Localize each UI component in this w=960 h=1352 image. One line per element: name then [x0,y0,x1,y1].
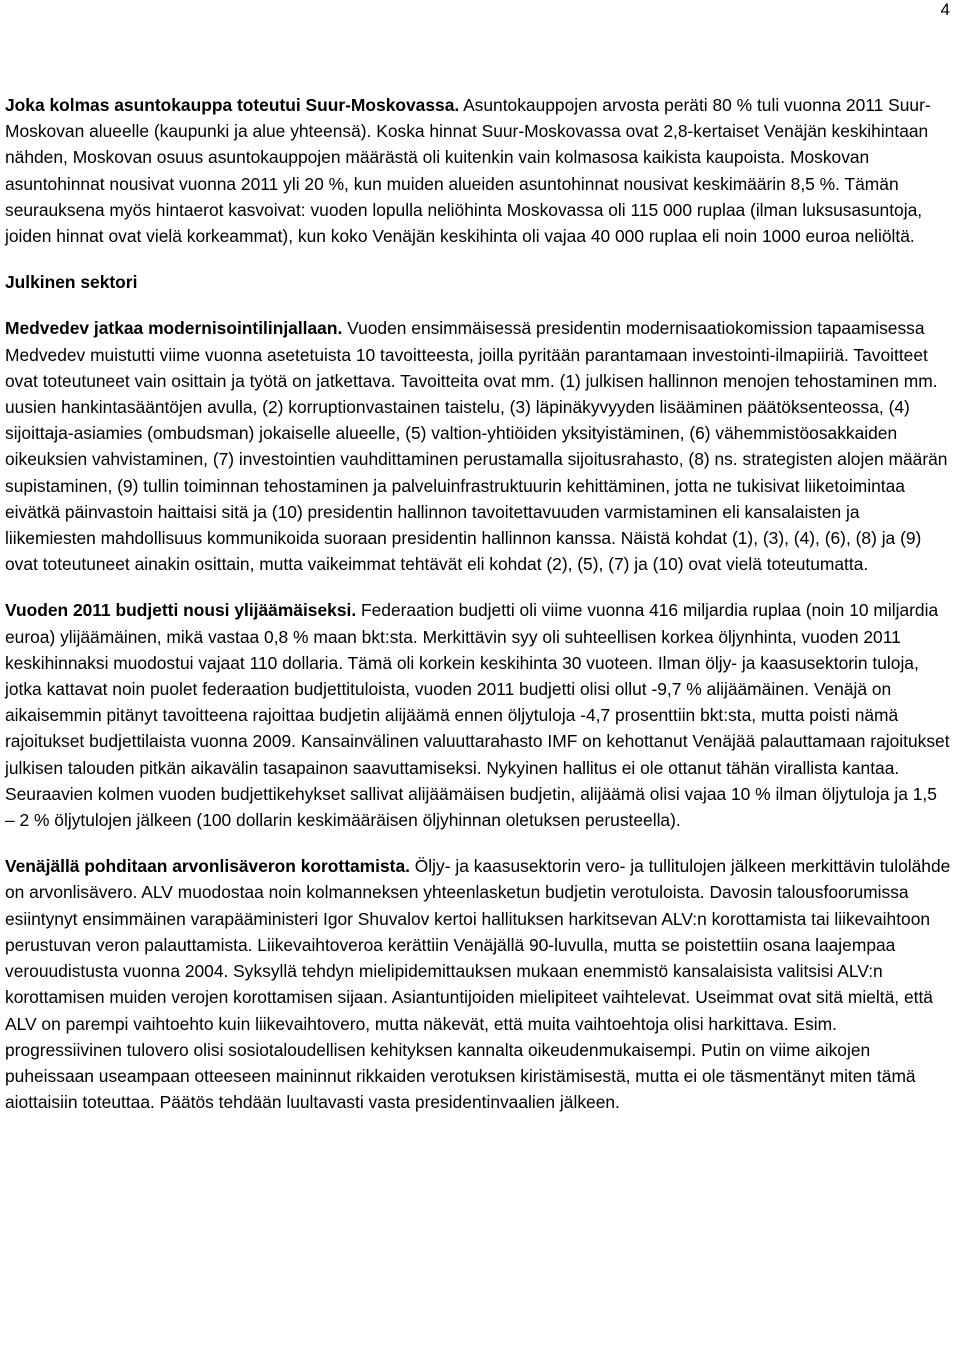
page-number: 4 [940,0,950,19]
section-heading: Julkinen sektori [5,272,138,293]
paragraph-text: Federaation budjetti oli viime vuonna 416 miljardia ruplaa (noin 10 miljardia euroa) ylijäämäinen, mikä vastaa 0,8 % maan bkt:sta. Merkittävin syy oli suhteellisen korkea öljynhinta, vuoden 2011 keskihinnaksi muodostui vajaat 110 dollaria. Tämä oli korkein keskihinta 30 vuoteen. Ilman öljy- ja kaasusektorin tuloja, jotka kattavat noin puolet federaation budjettituloista, vuoden 2011 budjetti olisi ollut -9,7 % alijäämäinen. Venäjä on aikaisemmin pitänyt tavoitteena rajoittaa budjetin alijäämä ennen öljytuloja -4,7 prosenttiin bkt:sta, mutta poisti nämä rajoitukset budjettilaista vuonna 2009. Kansainvälinen valuuttarahasto IMF on kehottanut Venäjää palauttamaan rajoitukset julkisen talouden pitkän aikavälin tasapainon saavuttamiseksi. Nykyinen hallitus ei ole ottanut tähän virallista kantaa. Seuraavien kolmen vuoden budjettikehykset sallivat alijäämäisen budjetin, alijäämä olisi vajaa 10 % ilman öljytuloja ja 1,5 – 2 % öljytulojen jälkeen (100 dollarin keskimääräisen öljyhinnan oletuksen perusteella). [5,600,950,831]
paragraph-housing [5,92,951,249]
document-body [5,92,951,1135]
paragraph-lead: Vuoden 2011 budjetti nousi ylijäämäiseksi. [5,600,357,621]
paragraph-lead: Medvedev jatkaa modernisointilinjallaan. [5,318,343,339]
paragraph-text: Vuoden ensimmäisessä presidentin modernisaatiokomission tapaamisessa Medvedev muistutti viime vuonna asetetuista 10 tavoitteesta, joilla pyritään parantamaan investointi-ilmapiiriä. Tavoitteet ovat toteutuneet vain osittain ja työtä on jatkettava. Tavoitteita ovat mm. (1) julkisen hallinnon menojen tehostaminen mm. uusien hankintasääntöjen avulla, (2) korruptionvastainen taistelu, (3) läpinäkyvyyden lisääminen päätöksenteossa, (4) sijoittaja-asiamies (ombudsman) jokaiselle alueelle, (5) valtion-yhtiöiden yksityistäminen, (6) vähemmistöosakkaiden oikeuksien vahvistaminen, (7) investointien vauhdittaminen perustamalla sijoitusrahasto, (8) ns. strategisten alojen määrän supistaminen, (9) tullin toiminnan tehostaminen ja palveluinfrastruktuurin kehittäminen, jotta ne tukisivat liiketoimintaa eivätkä päinvastoin haittaisi sitä ja (10) presidentin hallinnon tavoitettavuuden varmistaminen eli kansalaisten ja liikemiesten mahdollisuus kommunikoida suoraan presidentin hallinnon kanssa. Näistä kohdat (1), (3), (4), (6), (8) ja (9) ovat toteutuneet ainakin osittain, mutta vaikeimmat tehtävät eli kohdat (2), (5), (7) ja (10) ovat vielä toteutumatta. [5,318,948,575]
paragraph-modernization [5,315,951,577]
paragraph-budget [5,597,951,833]
paragraph-lead: Joka kolmas asuntokauppa toteutui Suur-Moskovassa. [5,95,460,115]
paragraph-lead: Venäjällä pohditaan arvonlisäveron korottamista. [5,856,410,877]
paragraph-vat [5,853,951,1115]
paragraph-text: Öljy- ja kaasusektorin vero- ja tullitulojen jälkeen merkittävin tulolähde on arvonlisävero. ALV muodostaa noin kolmanneksen yhteenlasketun budjetin verotuloista. Davosin talousfoorumissa esiintynyt ensimmäinen varapääministeri Igor Shuvalov kertoi hallituksen harkitsevan ALV:n korottamista tai liikevaihtoon perustuvan veron palauttamista. Liikevaihtoveroa kerättiin Venäjällä 90-luvulla, mutta se poistettiin osana laajempaa verouudistusta vuonna 2004. Syksyllä tehdyn mielipidemittauksen mukaan enemmistö kansalaisista valitsisi ALV:n korottamisen muiden verojen korottamisen sijaan. Asiantuntijoiden mielipiteet vaihtelevat. Useimmat ovat sitä mieltä, että ALV on parempi vaihtoehto kuin liikevaihtovero, mutta näkevät, että muita vaihtoehtoja olisi harkittava. Esim. progressiivinen tulovero olisi sosiotaloudellisen kehityksen kannalta oikeudenmukaisempi. Putin on viime aikojen puheissaan useampaan otteeseen maininnut rikkaiden verotuksen kiristämisestä, mutta ei ole täsmentänyt miten tämä aiottaisiin toteuttaa. Päätös tehdään luultavasti vasta presidentinvaalien jälkeen. [5,856,951,1113]
paragraph-text: Asuntokauppojen arvosta peräti 80 % tuli vuonna 2011 Suur-Moskovan alueelle (kaupunki ja alue yhteensä). Koska hinnat Suur-Moskovassa ovat 2,8-kertaiset Venäjän keskihintaan nähden, Moskovan osuus asuntokauppojen määrästä oli kuitenkin vain kolmasosa kaikista kaupoista. Moskovan asuntohinnat nousivat vuonna 2011 yli 20 %, kun muiden alueiden asuntohinnat nousivat keskimäärin 8,5 %. Tämän seurauksena myös hintaerot kasvoivat: vuoden lopulla neliöhinta Moskovassa oli 115 000 ruplaa (ilman luksusasuntoja, joiden hinnat ovat vielä korkeammat), kun koko Venäjän keskihinta oli vajaa 40 000 ruplaa eli noin 1000 euroa neliöltä. [5,95,931,247]
